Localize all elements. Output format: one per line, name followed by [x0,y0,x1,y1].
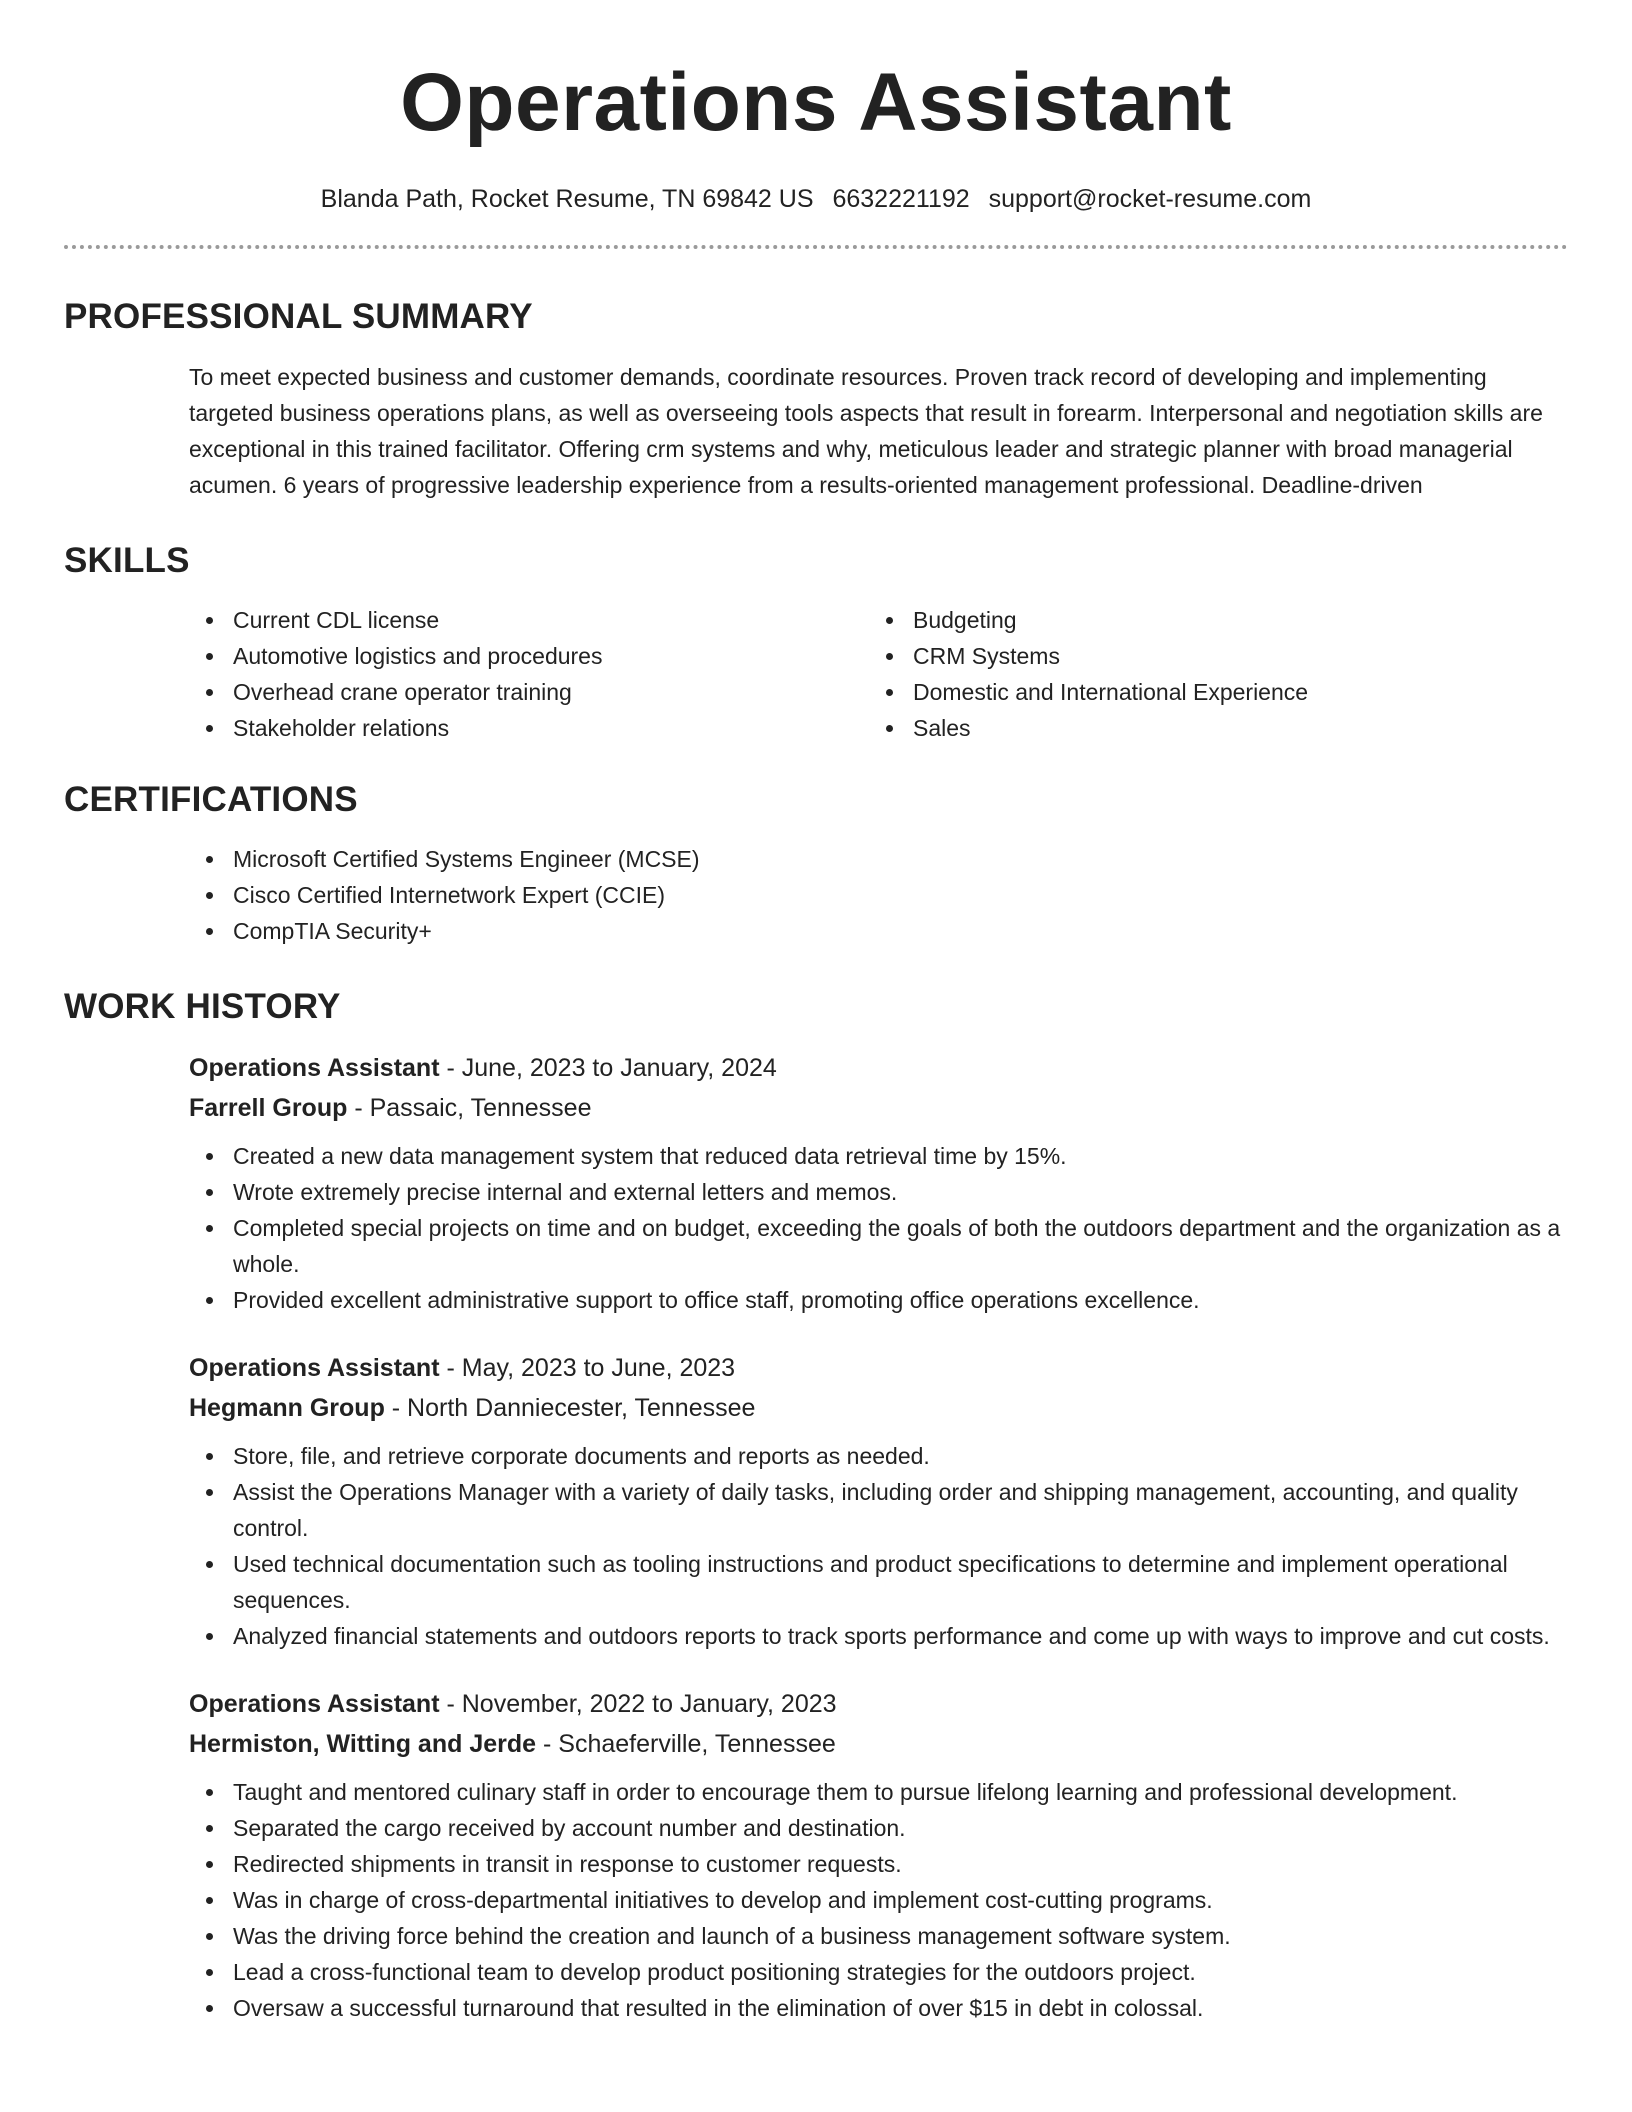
job-bullet: Completed special projects on time and on budget, exceeding the goals of both the outdoors department and the organization as a whole. [189,1210,1568,1282]
certification-item: Microsoft Certified Systems Engineer (MCSE) [189,841,1568,877]
job-role: Operations Assistant [189,1690,440,1718]
job-entry [64,1348,1568,1654]
job-location: - North Danniecester, Tennessee [384,1394,756,1422]
certification-item: Cisco Certified Internetwork Expert (CCIE) [189,877,1568,913]
skill-item: Budgeting [869,602,1549,638]
job-dates: - May, 2023 to June, 2023 [439,1354,736,1382]
contact-address: Blanda Path, Rocket Resume, TN 69842 US [320,185,814,213]
job-bullet-list [189,1774,1568,2026]
skill-item: Overhead crane operator training [189,674,869,710]
skill-item: Sales [869,710,1549,746]
certification-item: CompTIA Security+ [189,913,1568,949]
job-bullet: Store, file, and retrieve corporate documents and reports as needed. [189,1438,1568,1474]
skill-item: Domestic and International Experience [869,674,1549,710]
job-role: Operations Assistant [189,1354,440,1382]
skills-right-list [869,602,1549,746]
work-history-heading: WORK HISTORY [64,987,341,1026]
job-location: - Passaic, Tennessee [347,1094,592,1122]
job-company-line [189,1088,1568,1128]
job-title-line [189,1048,1568,1088]
resume-name-heading: Operations Assistant [400,57,1232,148]
contact-line [64,184,1568,214]
job-company: Hermiston, Witting and Jerde [189,1730,537,1758]
job-dates: - June, 2023 to January, 2024 [439,1054,777,1082]
job-bullet: Was in charge of cross-departmental initiatives to develop and implement cost-cutting programs. [189,1882,1568,1918]
job-entry [64,1048,1568,1318]
job-bullet: Provided excellent administrative support to office staff, promoting office operations excellence. [189,1282,1568,1318]
job-bullet: Analyzed financial statements and outdoors reports to track sports performance and come up with ways to improve and cut costs. [189,1618,1568,1654]
skill-item: CRM Systems [869,638,1549,674]
skills-heading: SKILLS [64,541,190,580]
contact-email: support@rocket-resume.com [988,185,1312,213]
job-bullet: Redirected shipments in transit in response to customer requests. [189,1846,1568,1882]
job-company: Hegmann Group [189,1394,385,1422]
skill-item: Current CDL license [189,602,869,638]
job-bullet: Created a new data management system that reduced data retrieval time by 15%. [189,1138,1568,1174]
job-role: Operations Assistant [189,1054,440,1082]
summary-text: To meet expected business and customer demands, coordinate resources. Proven track record of developing and implementing targeted business operations plans, as well as overseeing tools aspects that result in forearm. Interpersonal and negotiation skills are exceptional in this trained facilitator. Offering crm systems and why, meticulous leader and strategic planner with broad managerial acumen. 6 years of progressive leadership experience from a results-oriented management professional. Deadline-driven [189,364,1543,498]
job-bullet: Used technical documentation such as tooling instructions and product specifications to determine and implement operational sequences. [189,1546,1568,1618]
job-entry [64,1684,1568,2026]
summary-heading: PROFESSIONAL SUMMARY [64,297,533,336]
job-bullet: Separated the cargo received by account number and destination. [189,1810,1568,1846]
contact-phone: 6632221192 [832,185,970,213]
job-dates: - November, 2022 to January, 2023 [439,1690,837,1718]
skills-columns [64,602,1568,746]
job-bullet: Lead a cross-functional team to develop product positioning strategies for the outdoors project. [189,1954,1568,1990]
skills-left-list [189,602,869,746]
certifications-heading: CERTIFICATIONS [64,780,358,819]
skill-item: Automotive logistics and procedures [189,638,869,674]
job-title-line [189,1348,1568,1388]
job-company-line [189,1724,1568,1764]
job-bullet-list [189,1138,1568,1318]
job-bullet-list [189,1438,1568,1654]
job-bullet: Assist the Operations Manager with a variety of daily tasks, including order and shipping management, accounting, and quality control. [189,1474,1568,1546]
job-company: Farrell Group [189,1094,348,1122]
skill-item: Stakeholder relations [189,710,869,746]
job-title-line [189,1684,1568,1724]
job-company-line [189,1388,1568,1428]
job-bullet: Wrote extremely precise internal and external letters and memos. [189,1174,1568,1210]
job-bullet: Was the driving force behind the creation and launch of a business management software system. [189,1918,1568,1954]
header-divider [64,245,1568,249]
job-bullet: Oversaw a successful turnaround that resulted in the elimination of over $15 in debt in colossal. [189,1990,1568,2026]
job-location: - Schaeferville, Tennessee [536,1730,836,1758]
certifications-list [64,841,1568,949]
job-bullet: Taught and mentored culinary staff in order to encourage them to pursue lifelong learning and professional development. [189,1774,1568,1810]
